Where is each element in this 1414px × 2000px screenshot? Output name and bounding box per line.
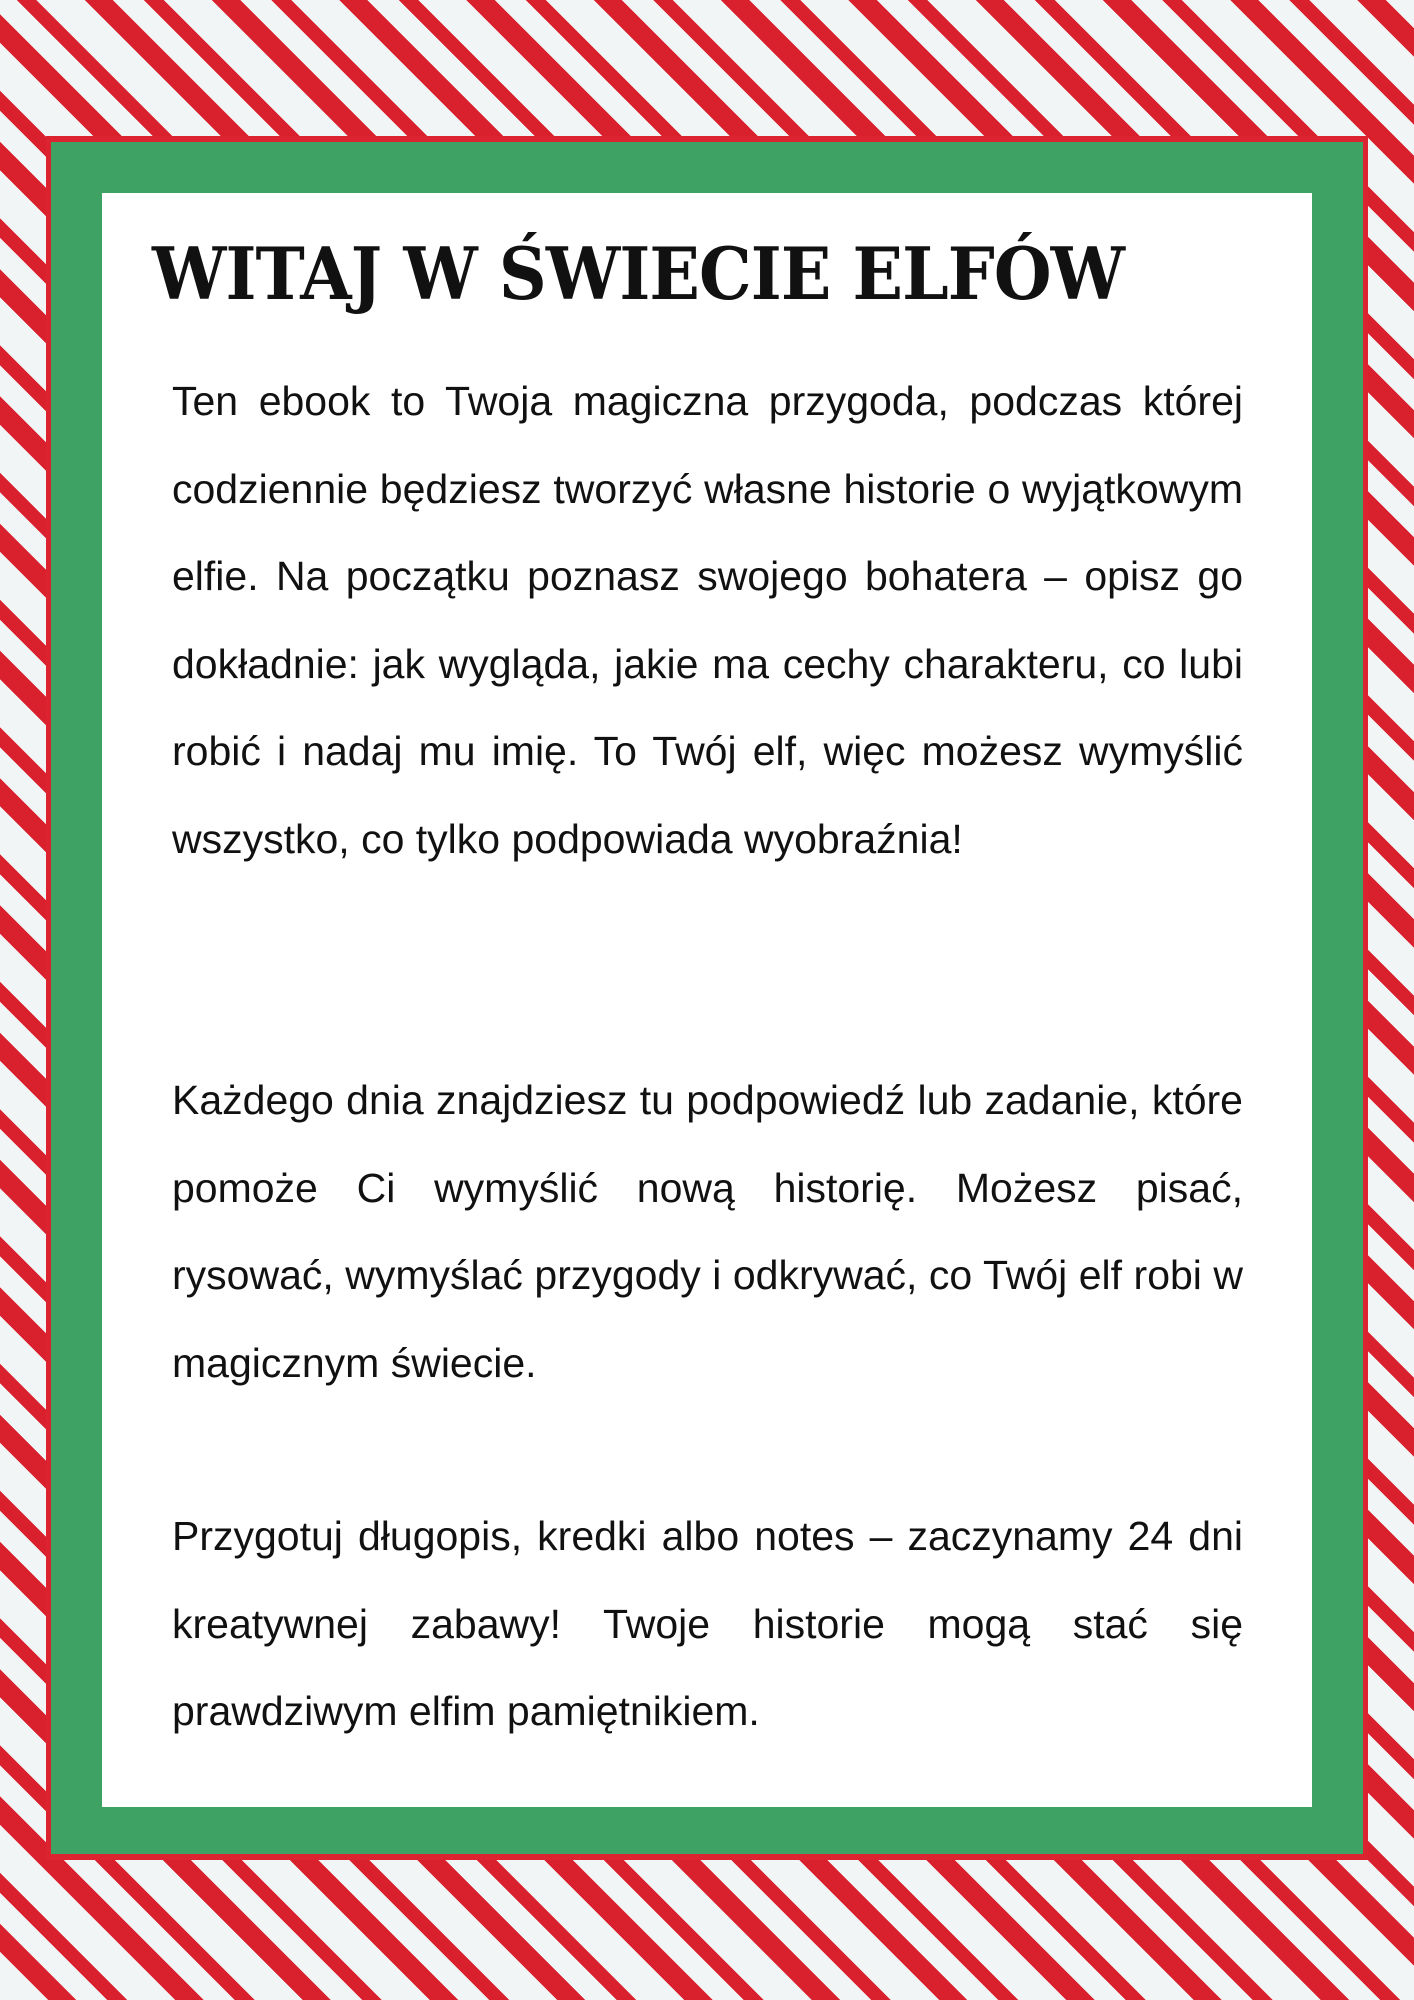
page-title: WITAJ W ŚWIECIE ELFÓW [152, 231, 1125, 316]
paragraph-preparation: Przygotuj długopis, kredki albo notes – zaczynamy 24 dni kreatywnej zabawy! Twoje historie mogą stać się prawdziwym elfim pamiętnikiem. [172, 1513, 1243, 1734]
paragraph-daily-task: Każdego dnia znajdziesz tu podpowiedź lub zadanie, które pomoże Ci wymyślić nową historię. Możesz pisać, rysować, wymyślać przygody i odkrywać, co Twój elf robi w magicznym świecie. [172, 1077, 1243, 1386]
paragraph-intro: Ten ebook to Twoja magiczna przygoda, podczas której codziennie będziesz tworzyć własne historie o wyjątkowym elfie. Na początku poznasz swojego bohatera – opisz go dokładnie: jak wygląda, jakie ma cechy charakteru, co lubi robić i nadaj mu imię. To Twój elf, więc możesz wymyślić wszystko, co tylko podpowiada wyobraźnia! [172, 378, 1243, 862]
